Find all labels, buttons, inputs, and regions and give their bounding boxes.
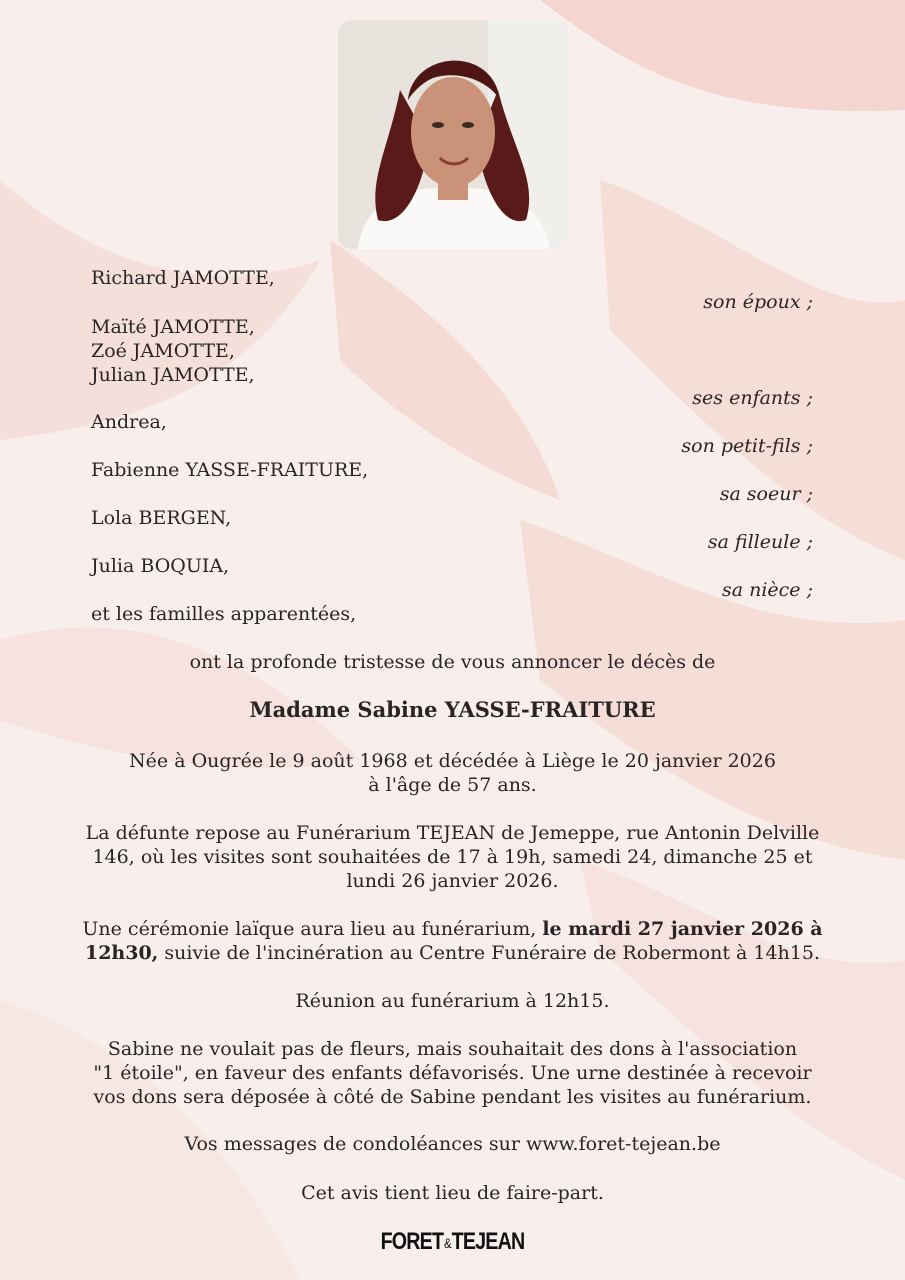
notice-text: Cet avis tient lieu de faire-part.	[301, 1182, 604, 1204]
family-member: Julia BOQUIA,	[91, 555, 230, 577]
family-member: et les familles apparentées,	[91, 603, 357, 625]
family-member: Zoé JAMOTTE,	[91, 340, 235, 362]
logo-left: FORET	[380, 1228, 444, 1255]
birth-death-paragraph	[60, 749, 845, 797]
family-member: Julian JAMOTTE,	[91, 364, 255, 386]
logo-right: TEJEAN	[451, 1228, 525, 1255]
donations-line: "1 étoile", en faveur des enfants défavorisés. Une urne destinée à recevoir	[93, 1062, 812, 1084]
meeting-text: Réunion au funérarium à 12h15.	[295, 990, 610, 1012]
ceremony-rest: suivie de l'incinération au Centre Funéraire de Robermont à 14h15.	[164, 942, 821, 964]
relation-label: sa soeur ;	[719, 483, 813, 505]
relation-label: ses enfants ;	[692, 387, 813, 409]
relation-label: son époux ;	[703, 291, 813, 313]
logo-ampersand: &	[444, 1234, 451, 1251]
relation-label: son petit-fils ;	[681, 435, 813, 457]
family-member: Andrea,	[91, 411, 167, 433]
deceased-portrait	[338, 20, 567, 249]
ceremony-date: le mardi 27 janvier 2026 à	[542, 918, 823, 940]
foret-tejean-logo	[81, 1228, 823, 1256]
ceremony-intro: Une cérémonie laïque aura lieu au funérarium,	[82, 918, 537, 940]
birth-death-line: à l'âge de 57 ans.	[368, 774, 537, 796]
visits-line: La défunte repose au Funérarium TEJEAN de Jemeppe, rue Antonin Delville	[85, 822, 820, 844]
relation-label: sa filleule ;	[707, 531, 813, 553]
family-member: Richard JAMOTTE,	[91, 267, 275, 289]
visits-paragraph	[60, 821, 845, 893]
visits-line: lundi 26 janvier 2026.	[346, 870, 559, 892]
visits-line: 146, où les visites sont souhaitées de 17 à 19h, samedi 24, dimanche 25 et	[92, 846, 813, 868]
ceremony-time: 12h30,	[84, 942, 159, 964]
donations-line: vos dons sera déposée à côté de Sabine pendant les visites au funérarium.	[93, 1086, 812, 1108]
donations-paragraph	[60, 1037, 845, 1109]
family-member: Fabienne YASSE-FRAITURE,	[91, 459, 369, 481]
donations-line: Sabine ne voulait pas de fleurs, mais souhaitait des dons à l'association	[107, 1038, 798, 1060]
relation-label: sa nièce ;	[721, 579, 813, 601]
family-member: Maïté JAMOTTE,	[91, 316, 255, 338]
deceased-name: Madame Sabine YASSE-FRAITURE	[249, 697, 656, 722]
condolences-text: Vos messages de condoléances sur www.foret-tejean.be	[184, 1133, 721, 1155]
family-member: Lola BERGEN,	[91, 507, 232, 529]
announcement-text: ont la profonde tristesse de vous annoncer le décès de	[189, 651, 716, 673]
ceremony-paragraph	[60, 917, 845, 965]
birth-death-line: Née à Ougrée le 9 août 1968 et décédée à Liège le 20 janvier 2026	[129, 750, 776, 772]
